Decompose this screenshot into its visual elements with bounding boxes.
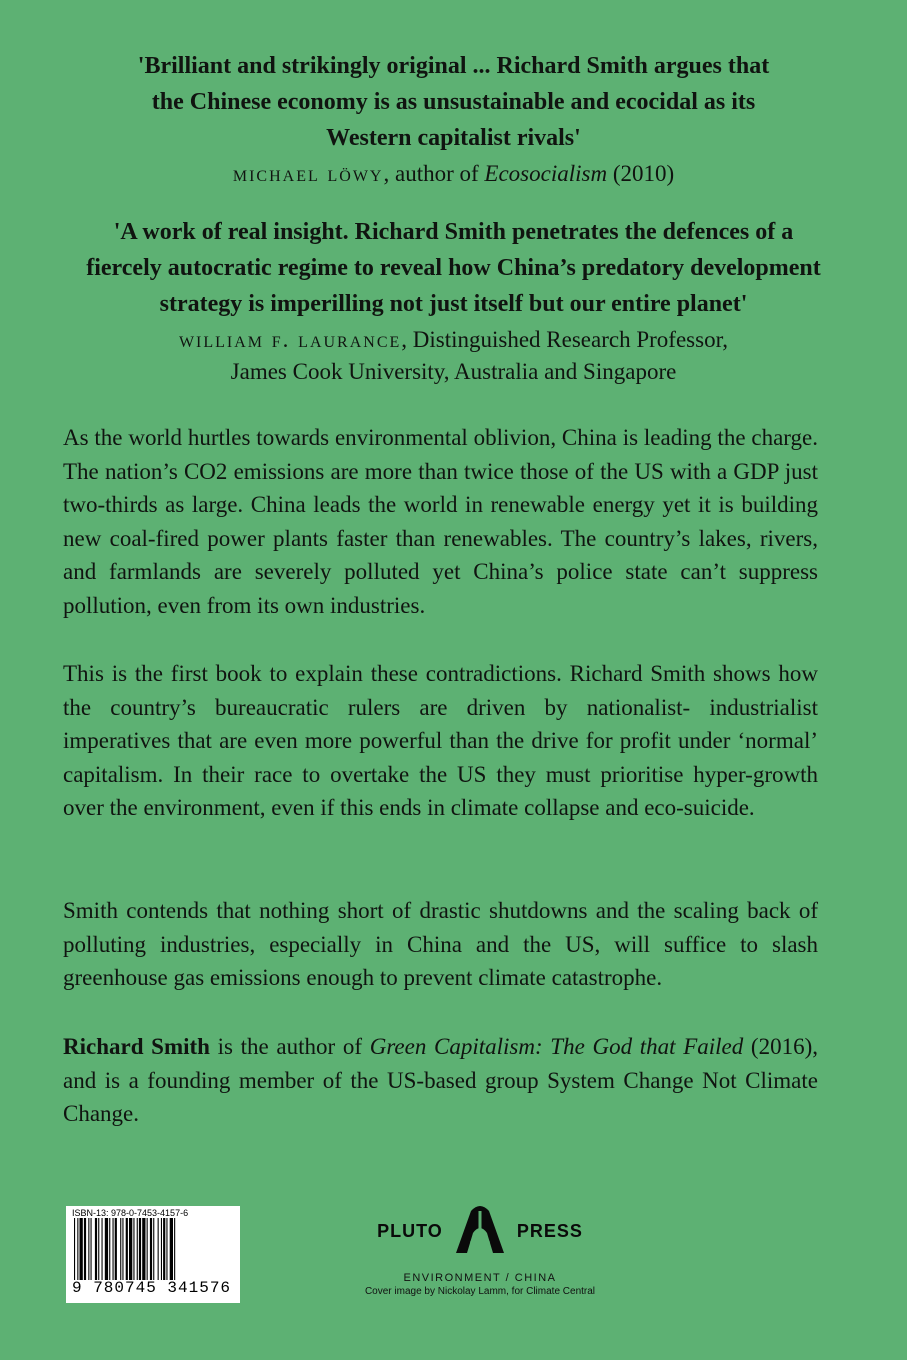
publisher-name-left: PLUTO	[377, 1220, 443, 1241]
barcode-bar	[137, 1218, 138, 1280]
barcode-bar	[161, 1218, 162, 1280]
subject-category: ENVIRONMENT / CHINA	[403, 1272, 557, 1284]
barcode-bar	[163, 1218, 165, 1280]
barcode-bar	[133, 1218, 134, 1280]
quote-two-role: , Distinguished Research Professor,	[401, 327, 729, 352]
quote-two-line-2: fiercely autocratic regime to reveal how China’s predatory development	[86, 255, 821, 281]
barcode-bar	[142, 1218, 145, 1280]
barcode-bar	[170, 1218, 173, 1280]
quote-one-work: Ecosocialism	[484, 161, 608, 186]
blurb-paragraph-2	[63, 657, 818, 825]
barcode-bar	[84, 1218, 86, 1280]
barcode-bar	[98, 1218, 99, 1280]
quote-two	[60, 214, 847, 388]
barcode-bar	[80, 1218, 83, 1280]
barcode-bar	[91, 1218, 92, 1280]
quote-two-line-3: strategy is imperilling not just itself but our entire planet'	[159, 291, 748, 317]
barcode-bar	[77, 1218, 78, 1280]
barcode-bar	[115, 1218, 117, 1280]
barcode-bars	[72, 1218, 234, 1280]
barcode-bar	[109, 1218, 110, 1280]
barcode-bar	[126, 1218, 128, 1280]
barcode-bar	[166, 1218, 167, 1280]
barcode-bar	[102, 1218, 103, 1280]
quote-two-attribution	[60, 324, 847, 356]
barcode-bar	[147, 1218, 148, 1280]
quote-one-line-3: Western capitalist rivals'	[326, 125, 581, 151]
barcode-bar	[122, 1218, 123, 1280]
blurb-paragraph-3	[63, 894, 818, 995]
barcode-bar	[95, 1218, 97, 1280]
pluto-press-logo-icon	[451, 1203, 509, 1259]
barcode-bar	[153, 1218, 154, 1280]
author-bio-text	[63, 1030, 818, 1131]
barcode-bar	[129, 1218, 132, 1280]
quote-one-attribution	[60, 158, 847, 190]
blurb-paragraph-1	[63, 421, 818, 623]
quote-two-author: william f. laurance	[178, 327, 402, 352]
quote-one-attrib-pre: , author of	[383, 161, 485, 186]
cover-image-credit: Cover image by Nickolay Lamm, for Climate Central	[364, 1286, 596, 1297]
quote-two-affiliation: James Cook University, Australia and Singapore	[230, 359, 677, 384]
quote-one	[60, 48, 847, 190]
quote-one-line-2: the Chinese economy is as unsustainable and ecocidal as its	[151, 89, 756, 115]
quote-two-line-1: 'A work of real insight. Richard Smith penetrates the defences of a	[113, 219, 794, 245]
author-bio	[63, 1030, 818, 1131]
quote-one-year: (2010)	[607, 161, 675, 186]
barcode-bar	[139, 1218, 141, 1280]
author-bio-post: (2016), and is a founding member of the US-based group System Change Not Climate Change.	[63, 1034, 818, 1127]
blurb-text-2: This is the first book to explain these contradictions. Richard Smith shows how the country’s bureaucratic rulers are driven by nationalist- industrialist imperatives that are even more powerful than the drive for profit under ‘normal’ capitalism. In their race to overtake the US they must prioritise hyper-growth over the environment, even if this ends in climate collapse and eco-suicide.	[63, 661, 818, 821]
barcode-bar	[158, 1218, 159, 1280]
barcode-bar	[113, 1218, 114, 1280]
author-bio-pre: is the author of	[209, 1034, 370, 1059]
blurb-text-3: Smith contends that nothing short of drastic shutdowns and the scaling back of polluting industries, especially in China and the US, will suffice to slash greenhouse gas emissions enough to prevent climate catastrophe.	[63, 898, 818, 991]
publisher-block	[300, 1196, 660, 1297]
quote-one-line-1: 'Brilliant and strikingly original ... Richard Smith argues that	[137, 53, 770, 79]
isbn-barcode	[66, 1206, 240, 1303]
barcode-bar	[88, 1218, 89, 1280]
isbn-digits: 9 780745 341576	[72, 1279, 232, 1297]
barcode-bar	[150, 1218, 152, 1280]
barcode-bar	[105, 1218, 108, 1280]
quote-one-author: michael löwy	[232, 161, 384, 186]
blurb-text-1: As the world hurtles towards environmental oblivion, China is leading the charge. The nation’s CO2 emissions are more than twice those of the US with a GDP just two-thirds as large. China leads the world in renewable energy yet it is building new coal-fired power plants faster than renewables. The country’s lakes, rivers, and farmlands are severely polluted yet China’s police state can’t suppress pollution, even from its own industries.	[63, 425, 818, 618]
author-bio-name: Richard Smith	[63, 1034, 210, 1059]
publisher-logo	[300, 1196, 660, 1266]
publisher-name-right: PRESS	[516, 1220, 583, 1241]
barcode-bar	[74, 1218, 75, 1280]
barcode-bar	[174, 1218, 175, 1280]
barcode-bar	[120, 1218, 121, 1280]
isbn-label: ISBN-13: 978-0-7453-4157-6	[72, 1208, 189, 1218]
author-bio-book: Green Capitalism: The God that Failed	[369, 1034, 744, 1059]
